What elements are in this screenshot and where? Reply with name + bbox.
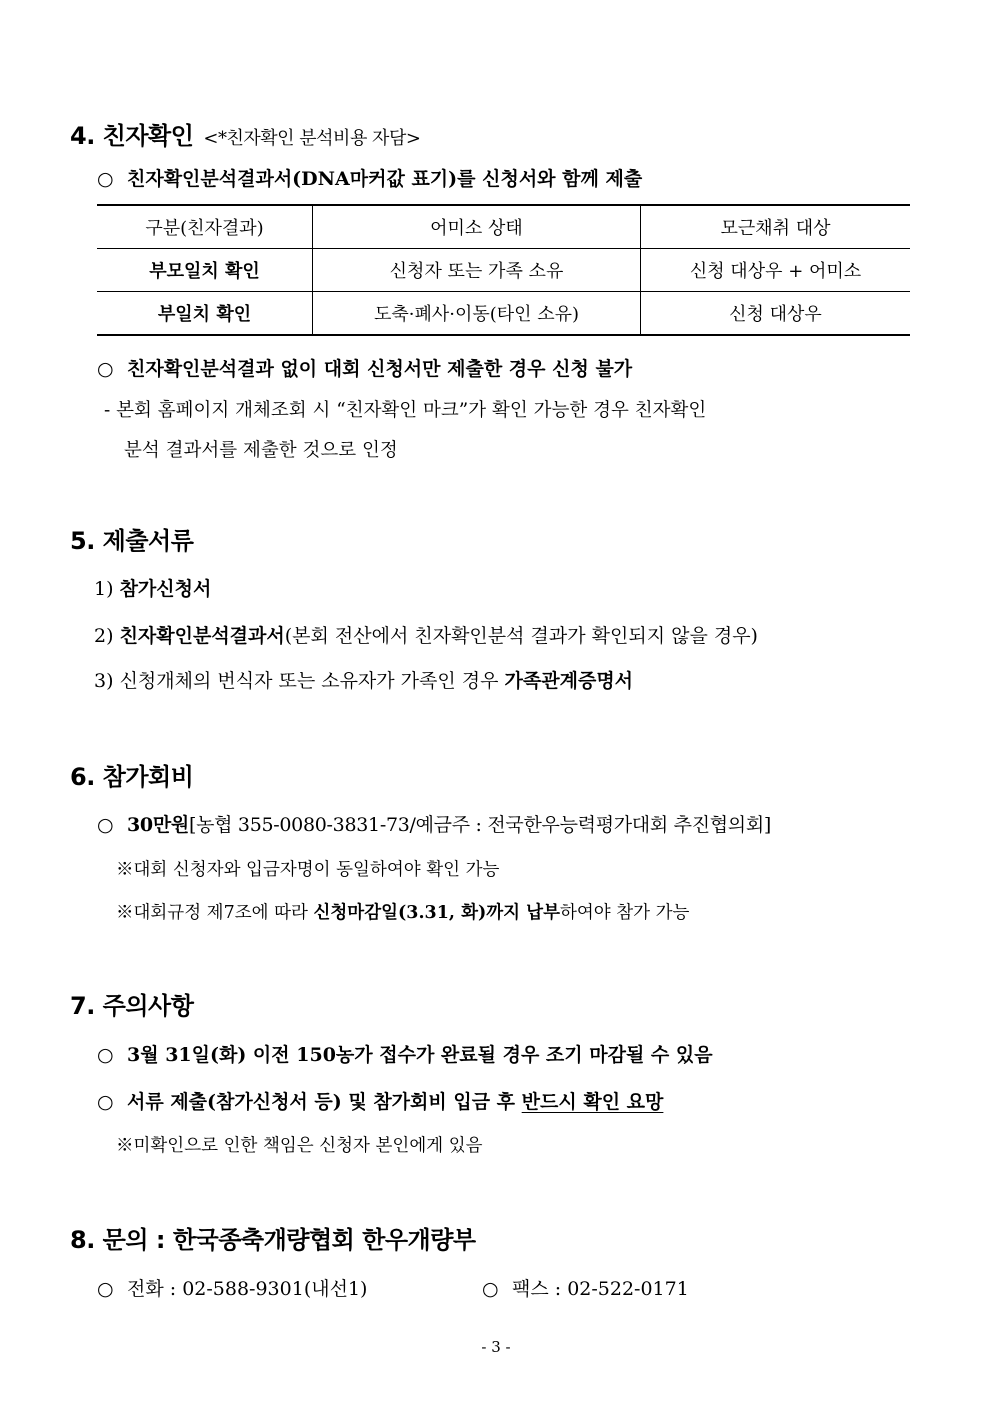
section-7-bullet-1: ○ 3월 31일(화) 이전 150농가 접수가 완료될 경우 조기 마감될 수 있음	[97, 1044, 713, 1066]
table-header: 어미소 상태	[313, 205, 641, 249]
section-8-heading: 8. 문의 : 한국종축개량협회 한우개량부	[70, 1226, 476, 1254]
section-5-item-2: 2) 친자확인분석결과서(본회 전산에서 친자확인분석 결과가 확인되지 않을 경우)	[94, 625, 758, 647]
section-4-title: 4. 친자확인	[70, 122, 194, 150]
section-4-dash-line-2: 분석 결과서를 제출한 것으로 인정	[124, 440, 398, 461]
table-cell: 부모일치 확인	[97, 249, 313, 292]
section-7-note: ※미확인으로 인한 책임은 신청자 본인에게 있음	[116, 1136, 483, 1156]
section-4-bullet-2: ○ 친자확인분석결과 없이 대회 신청서만 제출한 경우 신청 불가	[97, 358, 633, 380]
table-header: 모근채취 대상	[641, 205, 911, 249]
bullet-icon: ○	[97, 814, 114, 836]
contact-phone: ○ 전화 : 02-588-9301(내선1)	[97, 1278, 368, 1300]
table-header: 구분(친자결과)	[145, 218, 264, 239]
table-row	[97, 292, 910, 336]
section-7-heading: 7. 주의사항	[70, 992, 194, 1020]
section-6-note-1: ※대회 신청자와 입금자명이 동일하여야 확인 가능	[116, 860, 500, 880]
page-number: - 3 -	[481, 1338, 511, 1356]
section-5-item-3: 3) 신청개체의 번식자 또는 소유자가 가족인 경우 가족관계증명서	[94, 670, 634, 692]
table-cell: 신청 대상우 + 어미소	[641, 249, 911, 292]
bullet-icon: ○	[482, 1278, 499, 1300]
section-6-bullet: ○ 30만원[농협 355-0080-3831-73/예금주 : 전국한우능력평가대회 추진협의회]	[97, 814, 772, 836]
table-cell: 신청자 또는 가족 소유	[313, 249, 641, 292]
section-4-dash-line-1: - 본회 홈페이지 개체조회 시 “친자확인 마크”가 확인 가능한 경우 친자확인	[104, 400, 707, 421]
bullet-icon: ○	[97, 1044, 114, 1066]
section-6-heading: 6. 참가회비	[70, 763, 194, 791]
bullet-icon: ○	[97, 168, 114, 190]
bullet-icon: ○	[97, 1091, 114, 1113]
section-4-bullet-1: ○ 친자확인분석결과서(DNA마커값 표기)를 신청서와 함께 제출	[97, 168, 643, 190]
bullet-icon: ○	[97, 358, 114, 380]
table-header-row	[97, 205, 910, 249]
table-cell: 부일치 확인	[97, 292, 313, 336]
section-7-bullet-2: ○ 서류 제출(참가신청서 등) 및 참가회비 입금 후 반드시 확인 요망	[97, 1091, 664, 1113]
section-4-heading	[70, 116, 420, 151]
table-row	[97, 249, 910, 292]
table-cell: 도축·폐사·이동(타인 소유)	[313, 292, 641, 336]
section-6-note-2: ※대회규정 제7조에 따라 신청마감일(3.31, 화)까지 납부하여야 참가 가능	[116, 903, 690, 923]
paternity-table	[97, 204, 910, 336]
bullet-icon: ○	[97, 1278, 114, 1300]
contact-fax: ○ 팩스 : 02-522-0171	[482, 1278, 689, 1300]
table-cell: 신청 대상우	[641, 292, 911, 336]
section-5-heading: 5. 제출서류	[70, 527, 194, 555]
section-4-note: <*친자확인 분석비용 자담>	[203, 128, 421, 149]
section-5-item-1: 1) 참가신청서	[94, 578, 212, 600]
